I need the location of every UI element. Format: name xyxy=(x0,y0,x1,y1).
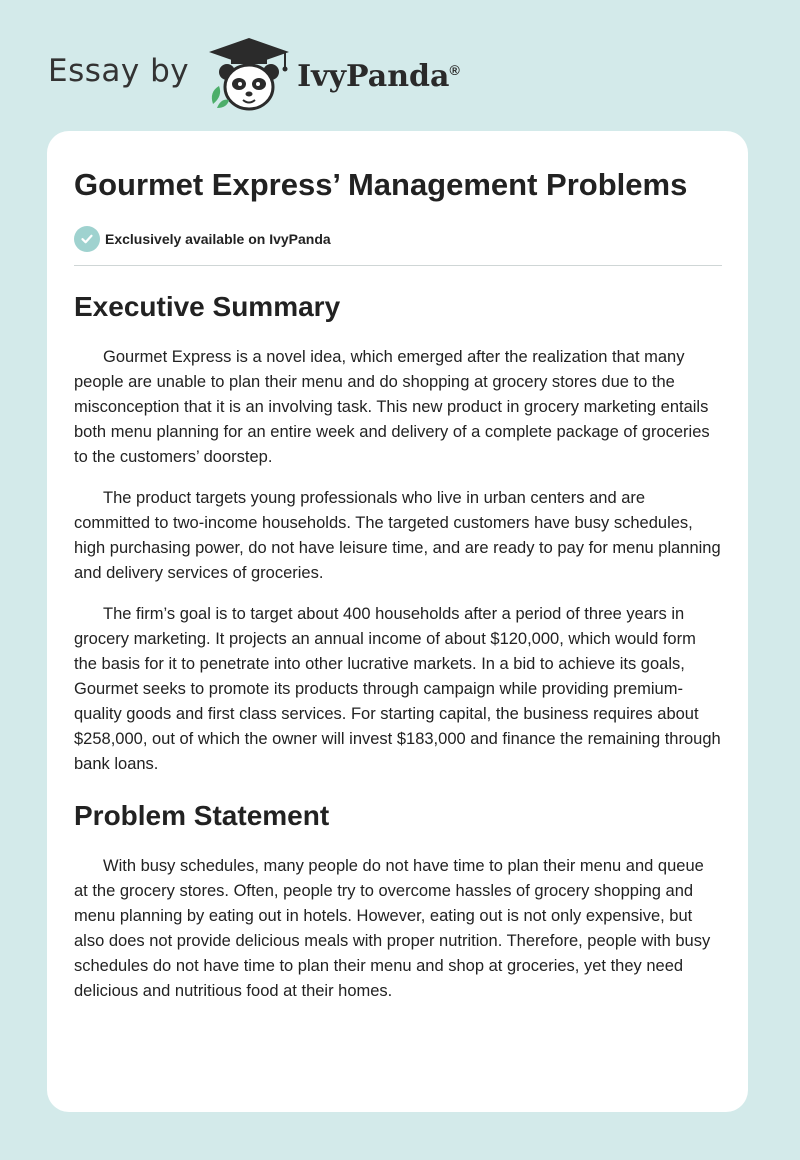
paragraph: With busy schedules, many people do not have time to plan their menu and queue at the grocery stores. Often, people try to overcome hassles of grocery shopping and menu planning by eating out in hotels. However, eating out is not only expensive, but also does not provide delicious meals with proper nutrition. Therefore, people with busy schedules do not have time to plan their menu and shop at groceries, yet they need delicious and nutritious food at their homes. xyxy=(74,857,711,1000)
brand-name xyxy=(297,59,460,94)
panda-graduate-logo-icon xyxy=(203,34,295,114)
brand-name-text: IvyPanda xyxy=(297,58,450,94)
badge-label: Exclusively available on IvyPanda xyxy=(105,231,331,247)
paragraph: The product targets young professionals who live in urban centers and are committed to two-income households. The targeted customers have busy schedules, high purchasing power, do not have leisure time, and are ready to pay for menu planning and delivery services of groceries. xyxy=(74,489,721,582)
divider xyxy=(74,265,722,266)
section-heading-executive-summary: Executive Summary xyxy=(74,291,341,322)
registered-mark: ® xyxy=(449,61,460,78)
section-heading-problem-statement: Problem Statement xyxy=(74,800,330,831)
brand-prefix: Essay by xyxy=(48,53,190,89)
essay-card xyxy=(47,131,748,1112)
brand-header[interactable] xyxy=(48,34,460,114)
check-circle-icon xyxy=(74,226,100,252)
paragraph: The firm’s goal is to target about 400 households after a period of three years in grocery marketing. It projects an annual income of about $120,000, which would form the basis for it to penetrate into other lucrative markets. In a bid to achieve its goals, Gourmet seeks to promote its products through campaign while providing premium-quality goods and first class services. For starting capital, the business requires about $258,000, out of which the owner will invest $183,000 and finance the remaining through bank loans. xyxy=(74,605,721,773)
paragraph: Gourmet Express is a novel idea, which emerged after the realization that many people are unable to plan their menu and do shopping at grocery stores due to the misconception that it is an involving task. This new product in grocery marketing entails both menu planning for an entire week and delivery of a complete package of groceries to the customers’ doorstep. xyxy=(74,348,710,466)
exclusive-badge xyxy=(74,225,722,253)
page-title: Gourmet Express’ Management Problems xyxy=(74,167,688,202)
